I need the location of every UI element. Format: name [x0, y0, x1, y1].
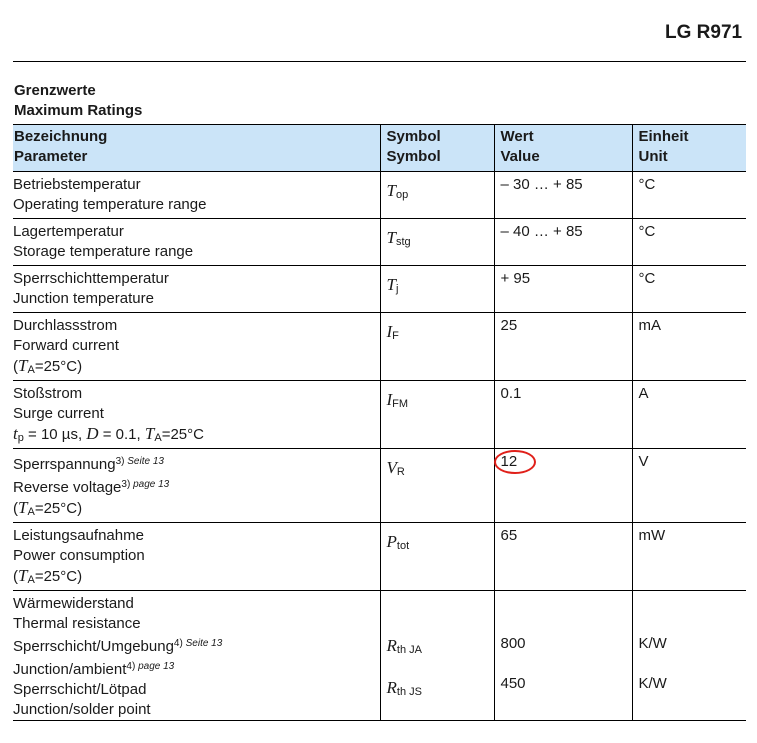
unit-cell: A: [632, 381, 746, 449]
red-circle-annotation: [494, 450, 536, 474]
unit-cell: K/W K/W: [632, 591, 746, 721]
symbol-cell: $I_{FM}$: [380, 381, 494, 449]
value-cell: 0.1: [494, 381, 632, 449]
value-cell: – 30 … + 85: [494, 172, 632, 219]
unit-cell: mA: [632, 313, 746, 381]
symbol-cell: $T_{op}$: [380, 172, 494, 219]
unit-cell: °C: [632, 266, 746, 313]
table-row: [13, 219, 746, 266]
symbol-cell: $P_{tot}$: [380, 523, 494, 591]
header-unit: Einheit Unit: [632, 125, 746, 172]
param-cell: Sperrspannung$^{3) Seite 13}$ Reverse voltage$^{3) page 13}$ $(T_A=25^\circ C)$: [13, 449, 380, 523]
symbol-cell: $I_F$: [380, 313, 494, 381]
value-cell: – 40 … + 85: [494, 219, 632, 266]
param-cell: Stoßstrom Surge current $t_p = 10$ µs, D = 0.1, $T_A=25^\circ C$: [13, 381, 380, 449]
unit-cell: mW: [632, 523, 746, 591]
unit-cell: °C: [632, 172, 746, 219]
symbol-cell: $T_{stg}$: [380, 219, 494, 266]
document-title: LG R971: [665, 22, 743, 43]
header-parameter: Bezeichnung Parameter: [13, 125, 380, 172]
table-header-row: [13, 125, 746, 172]
table-row: [13, 523, 746, 591]
param-cell: Durchlassstrom Forward current $(T_A=25^\circ C)$: [13, 313, 380, 381]
param-cell: Betriebstemperatur Operating temperature range: [13, 172, 380, 219]
value-cell: 65: [494, 523, 632, 591]
table-row: [13, 172, 746, 219]
header-symbol: Symbol Symbol: [380, 125, 494, 172]
unit-cell: V: [632, 449, 746, 523]
table-row-thermal: [13, 591, 746, 721]
value-cell: 25: [494, 313, 632, 381]
table-row: [13, 266, 746, 313]
symbol-cell: $T_j$: [380, 266, 494, 313]
header-value: Wert Value: [494, 125, 632, 172]
param-cell: Sperrschichttemperatur Junction temperature: [13, 266, 380, 313]
symbol-cell: $V_R$: [380, 449, 494, 523]
param-cell: Wärmewiderstand Thermal resistance Sperrschicht/Umgebung$^{4) Seite 13}$ Junction/ambient$^{4) page 13}$ Sperrschicht/Lötpad Junction/solder point: [13, 591, 380, 721]
section-title: [14, 81, 142, 121]
highlighted-value: 12: [501, 452, 518, 472]
param-cell: Lagertemperatur Storage temperature range: [13, 219, 380, 266]
header-divider: [13, 61, 746, 62]
symbol-cell: $R_{th JA}$ $R_{th JS}$: [380, 591, 494, 721]
unit-cell: °C: [632, 219, 746, 266]
value-cell: 800 450: [494, 591, 632, 721]
section-title-de: Grenzwerte: [14, 82, 96, 99]
table-row: [13, 313, 746, 381]
table-row: [13, 449, 746, 523]
maximum-ratings-table: [13, 124, 746, 721]
value-cell: + 95: [494, 266, 632, 313]
param-cell: Leistungsaufnahme Power consumption $(T_A=25^\circ C)$: [13, 523, 380, 591]
value-cell: [494, 449, 632, 523]
table-row: [13, 381, 746, 449]
section-title-en: Maximum Ratings: [14, 102, 143, 119]
